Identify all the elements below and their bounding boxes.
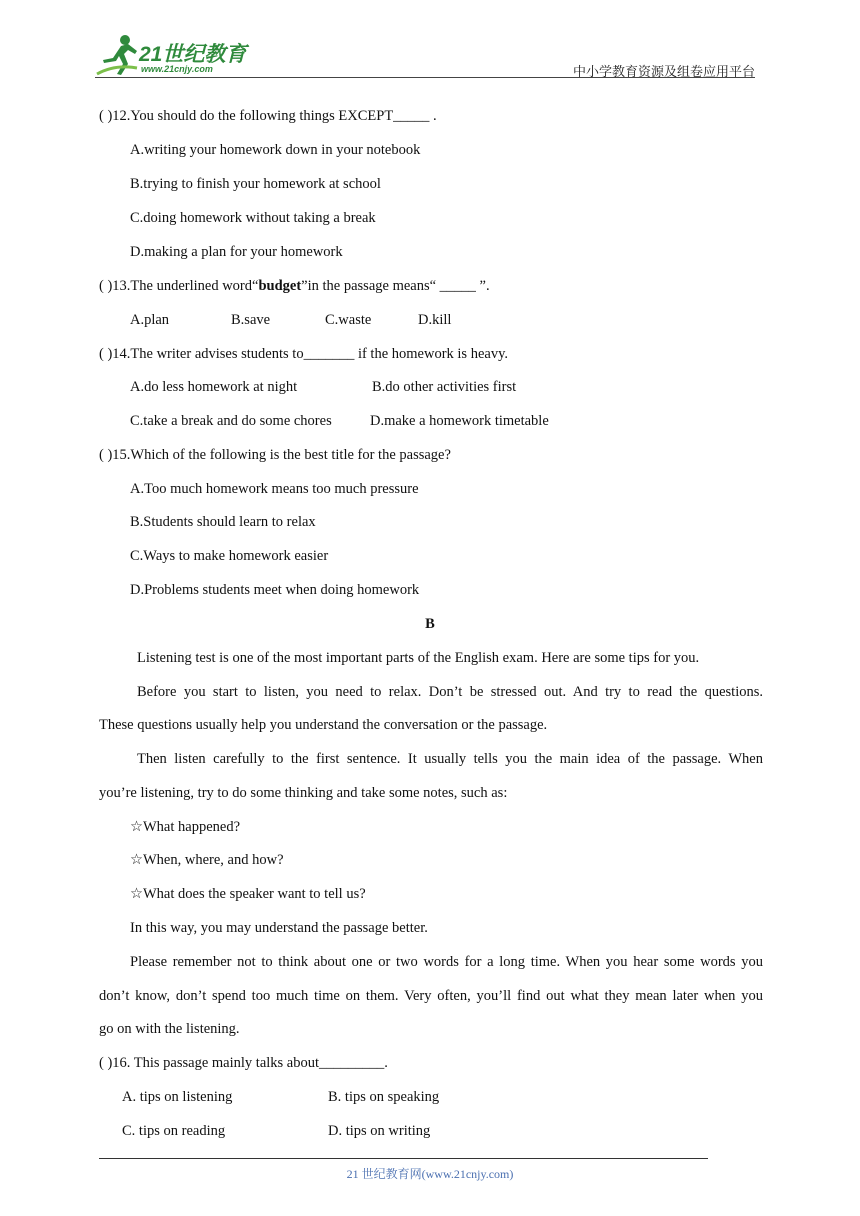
- question-16-option-b: B. tips on speaking: [328, 1089, 440, 1105]
- question-16-option-d: D. tips on writing: [328, 1123, 431, 1139]
- footer-divider: [99, 1158, 708, 1159]
- question-13-stem-after: ”in the passage means“ _____ ”.: [301, 278, 490, 294]
- platform-title: 中小学教育资源及组卷应用平台: [572, 64, 755, 79]
- tip-bullet: ☆When, where, and how?: [130, 852, 284, 868]
- question-12-option-c: C.doing homework without taking a break: [130, 210, 376, 226]
- question-12-option-b: B.trying to finish your homework at school: [130, 176, 381, 192]
- passage-paragraph-3-line-1: Then listen carefully to the first sentence. It usually tells you the main idea of the passage. When: [137, 751, 763, 767]
- question-13-option-c: C.waste: [325, 312, 372, 328]
- question-14-stem: ( )14.The writer advises students to_______ if the homework is heavy.: [99, 346, 509, 362]
- passage-paragraph-5-line-3: go on with the listening.: [99, 1021, 240, 1037]
- tip-bullet: ☆What does the speaker want to tell us?: [130, 886, 366, 902]
- passage-paragraph-5-line-1: Please remember not to think about one or two words for a long time. When you hear some words you: [130, 954, 763, 970]
- question-16-option-c: C. tips on reading: [122, 1123, 226, 1139]
- passage-paragraph-3-line-2: you’re listening, try to do some thinking and take some notes, such as:: [99, 785, 508, 801]
- question-15-option-a: A.Too much homework means too much pressure: [130, 481, 419, 497]
- question-16-stem: ( )16. This passage mainly talks about_________.: [99, 1055, 388, 1071]
- question-14-option-a: A.do less homework at night: [130, 379, 298, 395]
- question-16-option-a: A. tips on listening: [122, 1089, 233, 1105]
- tip-bullet: ☆What happened?: [130, 819, 241, 835]
- site-logo: [95, 34, 255, 76]
- question-13-stem-before: ( )13.The underlined word“: [99, 278, 259, 294]
- question-14-option-c: C.take a break and do some chores: [130, 413, 332, 429]
- question-15-stem: ( )15.Which of the following is the best title for the passage?: [99, 447, 451, 463]
- logo-url-text: www.21cnjy.com: [141, 64, 213, 74]
- question-13-option-d: D.kill: [418, 312, 452, 328]
- passage-paragraph-4: In this way, you may understand the passage better.: [130, 920, 428, 936]
- page-header: [95, 32, 755, 78]
- section-b-heading: B: [425, 616, 435, 632]
- footer-link[interactable]: 21 世纪教育网(www.21cnjy.com): [346, 1167, 514, 1181]
- header-divider: [95, 77, 755, 78]
- question-14-option-b: B.do other activities first: [372, 379, 517, 395]
- logo-brand-text: 21世纪教育: [139, 43, 247, 66]
- passage-paragraph-5-line-2: don’t know, don’t spend too much time on them. Very often, you’ll find out what they mean later when you: [99, 988, 763, 1004]
- question-13-stem: [99, 277, 490, 295]
- question-13-option-b: B.save: [231, 312, 271, 328]
- underlined-word: budget: [258, 278, 302, 294]
- passage-paragraph-1: Listening test is one of the most important parts of the English exam. Here are some tips for you.: [137, 650, 700, 666]
- passage-paragraph-2-line-2: These questions usually help you understand the conversation or the passage.: [99, 717, 548, 733]
- question-12-stem: ( )12.You should do the following things EXCEPT_____ .: [99, 108, 437, 124]
- question-15-option-c: C.Ways to make homework easier: [130, 548, 329, 564]
- question-15-option-b: B.Students should learn to relax: [130, 514, 316, 530]
- question-15-option-d: D.Problems students meet when doing homework: [130, 582, 420, 598]
- runner-logo-icon: [95, 34, 139, 76]
- question-14-option-d: D.make a homework timetable: [370, 413, 549, 429]
- passage-paragraph-2-line-1: Before you start to listen, you need to relax. Don’t be stressed out. And try to read the questions.: [137, 684, 763, 700]
- question-12-option-a: A.writing your homework down in your notebook: [130, 142, 421, 158]
- question-13-option-a: A.plan: [130, 312, 170, 328]
- question-12-option-d: D.making a plan for your homework: [130, 244, 343, 260]
